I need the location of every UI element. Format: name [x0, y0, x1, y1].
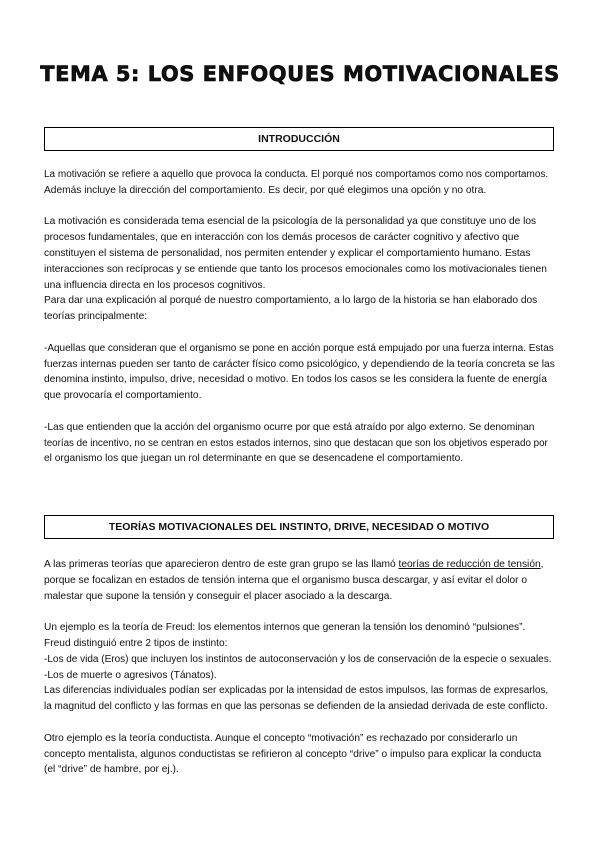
section-body-teorias-instinto — [44, 557, 554, 778]
paragraph-line: Las diferencias individuales podían ser explicadas por la intensidad de estos impulsos, las formas de expresarlos, — [44, 685, 549, 697]
paragraph-line: interacciones son recíprocas y se entiende que tanto los procesos emocionales como los motivacionales tienen — [44, 263, 547, 275]
paragraph-gap — [44, 199, 554, 215]
paragraph-line: -Los de vida (Eros) que incluyen los instintos de autoconservación y los de conservación de la especie o sexuales. — [44, 653, 552, 665]
underlined-term: teorías de reducción de tensión — [398, 559, 541, 570]
section-body-introduccion — [44, 167, 554, 467]
paragraph-line: porque se focalizan en estados de tensión interna que el organismo busca descargar, y así evitar el dolor o — [44, 574, 528, 586]
paragraph-line: fuerzas internas pueden ser tanto de carácter físico como psicológico, y dependiendo de la teoría concreta se las — [44, 358, 555, 370]
paragraph-line: procesos fundamentales, que en interacción con los demás procesos de carácter cognitivo y afectivo que — [44, 232, 520, 244]
paragraph-gap — [44, 604, 554, 620]
paragraph-line: Para dar una explicación al porqué de nuestro comportamiento, a lo largo de la historia se han elaborado dos — [44, 295, 538, 307]
paragraph-line: -Las que entienden que la acción del organismo ocurre por que está atraído por algo externo. Se denominan — [44, 421, 535, 433]
paragraph-line: A las primeras teorías que aparecieron dentro de este gran grupo se las llamó teorías de reducción de tensión, — [44, 559, 544, 570]
paragraph-line: La motivación es considerada tema esencial de la psicología de la personalidad ya que constituye uno de los — [44, 216, 537, 228]
paragraph-line: Además incluye la dirección del comportamiento. Es decir, por qué elegimos una opción y no otra. — [44, 184, 487, 196]
paragraph-line: (el “drive” de hambre, por ej.). — [44, 764, 179, 776]
section-heading-introduccion: INTRODUCCIÓN — [44, 127, 554, 151]
paragraph-line: -Aquellas que consideran que el organismo se pone en acción porque está empujado por una fuerza interna. Estas — [44, 342, 554, 354]
paragraph-line: La motivación se refiere a aquello que provoca la conducta. El porqué nos comportamos como nos comportamos. — [44, 169, 549, 180]
paragraph-gap — [44, 715, 554, 731]
paragraph-line: una influencia directa en los procesos cognitivos. — [44, 279, 266, 291]
paragraph-line: concepto mentalista, algunos conductistas se refirieron al concepto “drive” o impulso para explicar la conducta — [44, 748, 542, 760]
paragraph-line: Freud distinguió entre 2 tipos de instinto: — [44, 637, 228, 649]
page-title: TEMA 5: LOS ENFOQUES MOTIVACIONALES — [40, 62, 560, 86]
paragraph-line: la magnitud del conflicto y las formas en que las personas se defienden de la ansiedad derivada de este conflicto. — [44, 701, 548, 713]
paragraph-line: que provocaría el comportamiento. — [44, 390, 202, 402]
section-heading-teorias-instinto: TEORÍAS MOTIVACIONALES DEL INSTINTO, DRIVE, NECESIDAD O MOTIVO — [44, 515, 554, 539]
paragraph-gap — [44, 404, 554, 420]
paragraph-line: el organismo los que juegan un rol determinante en que se desencadene el comportamiento. — [44, 453, 464, 465]
paragraph-line: constituyen el sistema de personalidad, nos permiten entender y explicar el comportamiento humano. Estas — [44, 247, 531, 259]
paragraph-line: malestar que supone la tensión y conseguir el placer asociado a la descarga. — [44, 590, 393, 602]
paragraph-line: denomina instinto, impulso, drive, necesidad o motivo. En todos los casos se les considera la fuente de energía — [44, 374, 547, 386]
paragraph-line: teorías de incentivo, no se centran en estos estados internos, sino que destacan que son los objetivos esperado por — [44, 437, 548, 449]
paragraph-gap — [44, 325, 554, 341]
paragraph-line: teorías principalmente: — [44, 311, 148, 323]
paragraph-line: Otro ejemplo es la teoría conductista. Aunque el concepto “motivación” es rechazado por considerarlo un — [44, 732, 518, 744]
paragraph-line: -Los de muerte o agresivos (Tánatos). — [44, 669, 217, 681]
paragraph-line: Un ejemplo es la teoría de Freud: los elementos internos que generan la tensión los denominó “pulsiones”. — [44, 622, 526, 634]
